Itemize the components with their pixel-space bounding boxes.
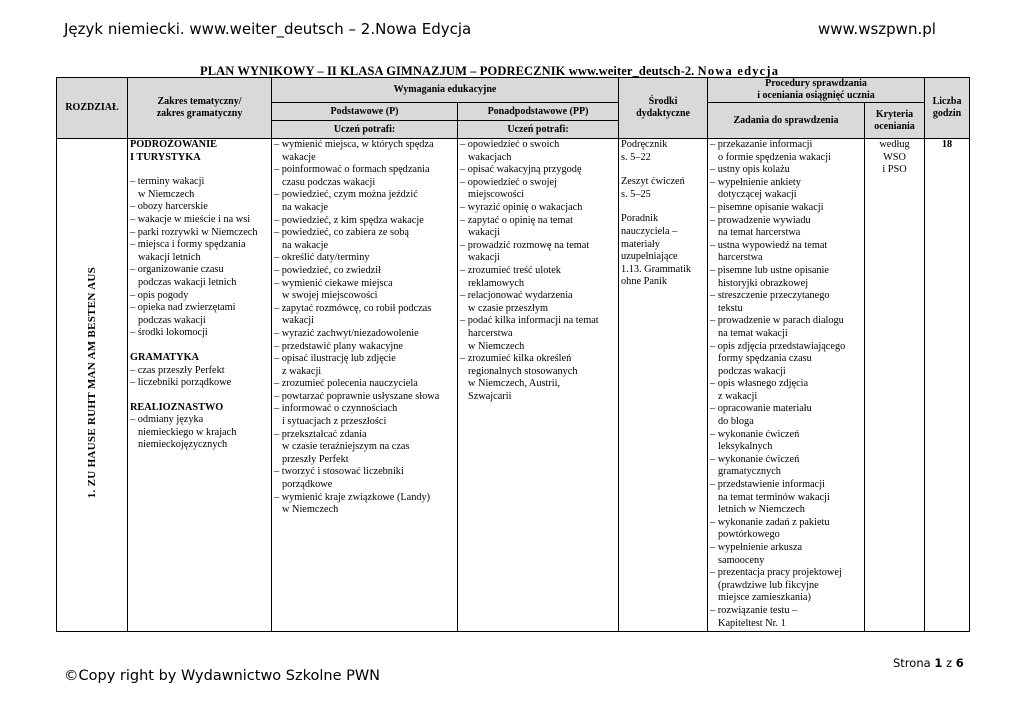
cell-line: – podać kilka informacji na temat xyxy=(460,315,599,327)
cell-line: – przekształcać zdania xyxy=(274,428,367,440)
cell-line: – prowadzenie wywiadu xyxy=(710,214,811,226)
cell-line: – wykonanie zadań z pakietu xyxy=(710,516,830,528)
cell-line: – opisać wakacyjną przygodę xyxy=(460,164,582,176)
cell-line: – rozwiązanie testu – xyxy=(710,604,798,616)
cell-line: – streszczenie przeczytanego xyxy=(710,290,830,302)
header-srodki xyxy=(619,78,708,139)
copyright-footer: ©Copy right by Wydawnictwo Szkolne PWN xyxy=(64,668,381,684)
ponadpodstawowe-cell xyxy=(458,139,619,632)
cell-line: – przedstawić plany wakacyjne xyxy=(274,340,403,352)
chapter-title: 1. ZU HAUSE RUHT MAN AM BESTEN AUS xyxy=(85,267,98,499)
header-zadania: Zadania do sprawdzenia xyxy=(708,103,865,139)
cell-line: – pisemne lub ustne opisanie xyxy=(710,264,829,276)
podstawowe-cell xyxy=(272,139,458,632)
plan-table xyxy=(56,77,970,632)
header-liczba-line-1: Liczba xyxy=(932,96,962,107)
cell-line: samooceny xyxy=(718,554,765,566)
cell-line: 1.13. Grammatik xyxy=(621,263,692,275)
cell-line: podczas wakacji letnich xyxy=(138,276,237,288)
cell-line: niemieckiego w krajach xyxy=(138,426,237,438)
zakres-cell xyxy=(128,139,272,632)
cell-line xyxy=(621,164,705,176)
cell-line: leksykalnych xyxy=(718,441,773,453)
cell-line: przeszły Perfekt xyxy=(282,453,349,465)
cell-line: ohne Panik xyxy=(621,276,668,288)
cell-line: – opis własnego zdjęcia xyxy=(710,378,809,390)
cell-line: w Niemczech xyxy=(468,340,525,352)
kryteria-cell xyxy=(865,139,925,632)
cell-line: – powiedzieć, czym można jeździć xyxy=(274,189,418,201)
header-procedury-line-1: Procedury sprawdzania xyxy=(765,78,867,89)
cell-line: s. 5–22 xyxy=(621,151,651,163)
cell-line: (prawdziwe lub fikcyjne xyxy=(718,579,819,591)
header-kryteria xyxy=(865,103,925,139)
cell-line: GRAMATYKA xyxy=(130,351,200,363)
cell-line: Szwajcarii xyxy=(468,390,512,402)
kryteria-line-2: WSO xyxy=(883,151,906,163)
header-uczen-podstawowe: Uczeń potrafi: xyxy=(272,121,458,139)
header-srodki-line-1: Środki xyxy=(648,96,678,107)
cell-line: letnich w Niemczech xyxy=(718,504,805,516)
cell-line: w Niemczech, Austrii, xyxy=(468,378,561,390)
header-podstawowe: Podstawowe (P) xyxy=(272,103,458,121)
cell-line: – opowiedzieć o swojej xyxy=(460,176,557,188)
cell-line: w Niemczech xyxy=(138,188,195,200)
cell-line: miejscowości xyxy=(468,189,525,201)
page-prefix: Strona xyxy=(893,656,931,670)
header-wymagania: Wymagania edukacyjne xyxy=(272,78,619,103)
cell-line: – informować o czynnościach xyxy=(274,403,398,415)
cell-line: – poinformować o formach spędzania xyxy=(274,164,430,176)
cell-line: – prowadzić rozmowę na temat xyxy=(460,239,590,251)
cell-line: w czasie przeszłym xyxy=(468,302,549,314)
kryteria-line-1: według xyxy=(879,139,910,150)
cell-line: – pisemne opisanie wakacji xyxy=(710,201,824,213)
cell-line: REALIOZNASTWO xyxy=(130,401,224,413)
cell-line: historyjki obrazkowej xyxy=(718,277,809,289)
cell-line: na wakacje xyxy=(282,201,329,213)
cell-line: – ustny opis kolażu xyxy=(710,164,790,176)
zadania-cell xyxy=(708,139,865,632)
cell-line: harcerstwa xyxy=(468,327,513,339)
cell-line: na wakacje xyxy=(282,239,329,251)
cell-line: – zrozumieć kilka określeń xyxy=(460,353,572,365)
page-indicator xyxy=(893,656,964,670)
header-ponadpodstawowe: Ponadpodstawowe (PP) xyxy=(458,103,619,121)
page-separator: z xyxy=(945,656,953,670)
cell-line: – wypełnienie ankiety xyxy=(710,176,801,188)
chapter-cell xyxy=(57,139,128,632)
kryteria-line-3: i PSO xyxy=(882,164,907,176)
cell-line: – wymienić miejsca, w których spędza xyxy=(274,139,434,150)
document-header-right: www.wszpwn.pl xyxy=(818,20,936,38)
cell-line: – przedstawienie informacji xyxy=(710,479,825,491)
cell-line: Poradnik xyxy=(621,213,659,225)
cell-line: – obozy harcerskie xyxy=(130,201,208,213)
header-zakres xyxy=(128,78,272,139)
cell-line: harcerstwa xyxy=(718,252,763,264)
cell-line: miejsce zamieszkania) xyxy=(718,592,811,604)
cell-line: – opowiedzieć o swoich xyxy=(460,139,560,150)
header-procedury xyxy=(708,78,925,103)
cell-line: – terminy wakacji xyxy=(130,176,205,188)
cell-line: – określić daty/terminy xyxy=(274,252,370,264)
cell-line: – opracowanie materiału xyxy=(710,403,812,415)
header-uczen-ponadpodstawowe: Uczeń potrafi: xyxy=(458,121,619,139)
cell-line: – powiedzieć, z kim spędza wakacje xyxy=(274,214,424,226)
cell-line: dotyczącej wakacji xyxy=(718,189,797,201)
page-number: 1 xyxy=(934,656,943,670)
cell-line: PODRÓŻOWANIE xyxy=(130,139,217,150)
cell-line: wakacji xyxy=(282,315,315,327)
cell-line: podczas wakacji xyxy=(718,365,786,377)
cell-line: – powiedzieć, co zabiera ze sobą xyxy=(274,227,409,239)
cell-line: gramatycznych xyxy=(718,466,781,478)
header-rozdzial: ROZDZIAŁ xyxy=(57,78,128,139)
cell-line xyxy=(621,201,705,213)
liczba-godzin-cell: 18 xyxy=(925,139,970,632)
cell-line: formy spędzania czasu xyxy=(718,353,812,365)
cell-line: do bloga xyxy=(718,416,754,428)
cell-line: – wyrazić zachwyt/niezadowolenie xyxy=(274,327,419,339)
cell-line: tekstu xyxy=(718,302,743,314)
header-zakres-line-1: Zakres tematyczny/ xyxy=(157,96,242,107)
cell-line: reklamowych xyxy=(468,277,525,289)
cell-line: – relacjonować wydarzenia xyxy=(460,290,573,302)
cell-line: na temat wakacji xyxy=(718,327,788,339)
cell-line: – opisać ilustrację lub zdjęcie xyxy=(274,353,396,365)
cell-line: w swojej miejscowości xyxy=(282,290,378,302)
cell-line: regionalnych stosowanych xyxy=(468,365,578,377)
cell-line: – powtarzać poprawnie usłyszane słowa xyxy=(274,390,440,402)
cell-line: wakacjach xyxy=(468,151,512,163)
srodki-cell xyxy=(619,139,708,632)
cell-line: powtórkowego xyxy=(718,529,780,541)
header-kryteria-line-2: oceniania xyxy=(874,120,915,132)
cell-line xyxy=(130,340,269,352)
cell-line: – ustna wypowiedź na temat xyxy=(710,239,828,251)
cell-line: s. 5–25 xyxy=(621,188,651,200)
cell-line: z wakacji xyxy=(718,390,758,402)
cell-line xyxy=(130,164,269,176)
cell-line: wakacje xyxy=(282,151,316,163)
cell-line: niemieckojęzycznych xyxy=(138,439,228,451)
cell-line: w Niemczech xyxy=(282,504,339,516)
cell-line: w czasie teraźniejszym na czas xyxy=(282,441,410,453)
cell-line: wakacji xyxy=(468,252,501,264)
cell-line: – zrozumieć polecenia nauczyciela xyxy=(274,378,418,390)
cell-line: – wykonanie ćwiczeń xyxy=(710,453,800,465)
cell-line: nauczyciela – xyxy=(621,225,678,237)
cell-line: Podręcznik xyxy=(621,139,668,150)
cell-line: Zeszyt ćwiczeń xyxy=(621,176,685,188)
cell-line: – przekazanie informacji xyxy=(710,139,813,150)
cell-line: – liczebniki porządkowe xyxy=(130,377,232,389)
cell-line: – prowadzenie w parach dialogu xyxy=(710,315,844,327)
cell-line: – czas przeszły Perfekt xyxy=(130,364,225,376)
cell-line: – zapytać rozmówcę, co robił podczas xyxy=(274,302,432,314)
header-liczba-line-2: godzin xyxy=(932,108,962,119)
cell-line: – miejsca i formy spędzania xyxy=(130,239,246,251)
cell-line: I TURYSTYKA xyxy=(130,151,201,163)
cell-line: – zrozumieć treść ulotek xyxy=(460,264,561,276)
page-total: 6 xyxy=(955,656,964,670)
cell-line: – wymienić ciekawe miejsca xyxy=(274,277,393,289)
plan-title-main: PLAN WYNIKOWY – II KLASA GIMNAZJUM – PODRECZNIK www.weiter_deutsch-2. xyxy=(200,64,695,78)
cell-line: wakacji letnich xyxy=(138,251,201,263)
cell-line: o formie spędzenia wakacji xyxy=(718,151,831,163)
cell-line: materiały xyxy=(621,238,660,250)
plan-title-tail: Nowa edycja xyxy=(697,64,780,78)
header-liczba xyxy=(925,78,970,139)
cell-line xyxy=(130,390,269,402)
cell-line: – opis zdjęcia przedstawiającego xyxy=(710,340,846,352)
header-procedury-line-2: i oceniania osiągnięć ucznia xyxy=(757,90,875,101)
cell-line: – zapytać o opinię na temat xyxy=(460,214,573,226)
cell-line: – organizowanie czasu xyxy=(130,264,224,276)
cell-line: – wypełnienie arkusza xyxy=(710,542,803,553)
cell-line: – odmiany języka xyxy=(130,414,204,426)
header-zakres-line-2: zakres gramatyczny xyxy=(156,108,243,119)
cell-line: wakacji xyxy=(468,227,501,239)
cell-line: czasu podczas wakacji xyxy=(282,176,376,188)
cell-line: – wykonanie ćwiczeń xyxy=(710,428,800,440)
cell-line: – tworzyć i stosować liczebniki xyxy=(274,466,404,478)
document-header-left: Język niemiecki. www.weiter_deutsch – 2.Nowa Edycja xyxy=(64,20,472,38)
cell-line: – prezentacja pracy projektowej xyxy=(710,567,842,579)
cell-line: i sytuacjach z przeszłości xyxy=(282,416,387,428)
cell-line: na temat terminów wakacji xyxy=(718,491,830,503)
cell-line: Kapiteltest Nr. 1 xyxy=(718,617,786,629)
cell-line: – wyrazić opinię o wakacjach xyxy=(460,201,583,213)
cell-line: – opis pogody xyxy=(130,289,189,301)
cell-line: porządkowe xyxy=(282,479,333,491)
cell-line: – wymienić kraje związkowe (Landy) xyxy=(274,491,431,503)
header-srodki-line-2: dydaktyczne xyxy=(636,108,690,119)
cell-line: – opieka nad zwierzętami xyxy=(130,302,236,314)
cell-line: – powiedzieć, co zwiedził xyxy=(274,264,381,276)
cell-line: uzupełniające xyxy=(621,251,678,263)
cell-line: – środki lokomocji xyxy=(130,327,208,339)
cell-line: – parki rozrywki w Niemczech xyxy=(130,226,258,238)
header-kryteria-line-1: Kryteria xyxy=(875,108,914,120)
cell-line: na temat harcerstwa xyxy=(718,227,801,239)
cell-line: – wakacje w mieście i na wsi xyxy=(130,213,251,225)
cell-line: z wakacji xyxy=(282,365,322,377)
cell-line: podczas wakacji xyxy=(138,314,206,326)
